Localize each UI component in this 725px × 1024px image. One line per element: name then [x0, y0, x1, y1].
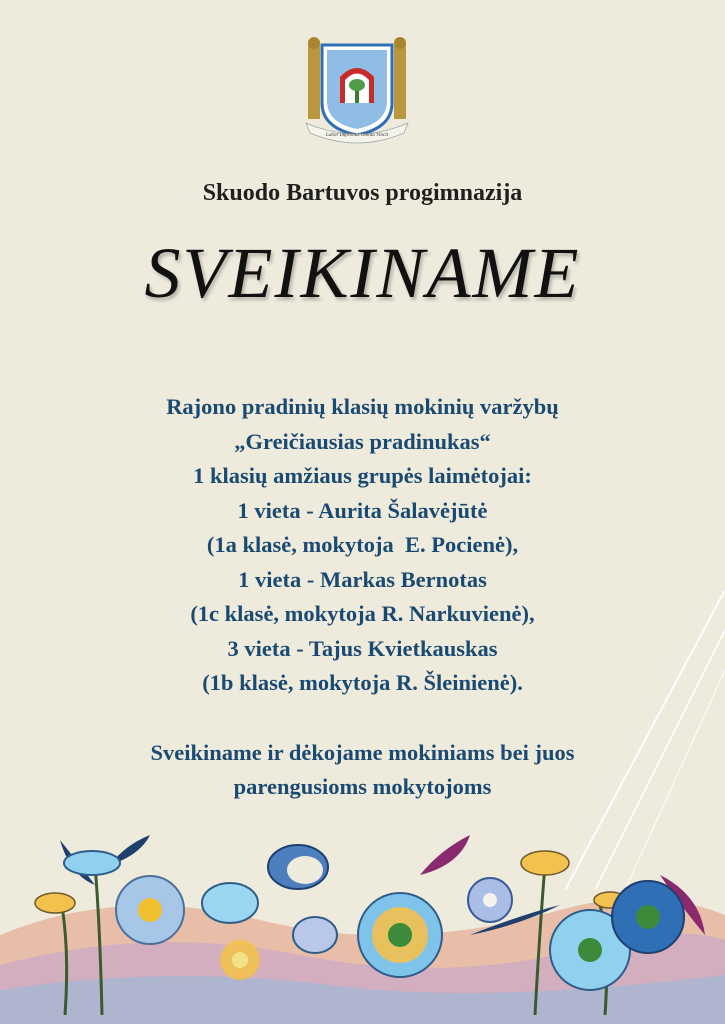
announcement-line: (1b klasė, mokytoja R. Šleinienė). [202, 670, 523, 695]
school-crest-icon [300, 33, 414, 145]
announcement-line: (1a klasė, mokytoja E. Pocienė), [206, 532, 519, 557]
announcement-line: Rajono pradinių klasių mokinių varžybų [166, 394, 559, 419]
headline: SVEIKINAME [144, 233, 581, 313]
left-pillar [308, 45, 320, 119]
announcement-line: (1c klasė, mokytoja R. Narkuvienė), [190, 601, 535, 626]
announcement-line: 1 vieta - Aurita Šalavėjūtė [237, 497, 488, 523]
announcement-line: „Greičiausias pradinukas“ [234, 428, 491, 454]
closing-line: parengusioms mokytojoms [233, 774, 492, 799]
closing-line: Sveikiname ir dėkojame mokiniams bei juos [150, 739, 575, 765]
flower-decoration [0, 825, 725, 1024]
right-pillar [394, 45, 406, 119]
announcement-line: 3 vieta - Tajus Kvietkauskas [227, 635, 498, 661]
announcement-line: 1 klasių amžiaus grupės laimėtojai: [193, 463, 532, 488]
school-name: Skuodo Bartuvos progimnazija [202, 180, 523, 206]
crest-motto: Labor Improbus Omnia Vincit [325, 132, 389, 138]
announcement-line: 1 vieta - Markas Bernotas [238, 566, 487, 592]
